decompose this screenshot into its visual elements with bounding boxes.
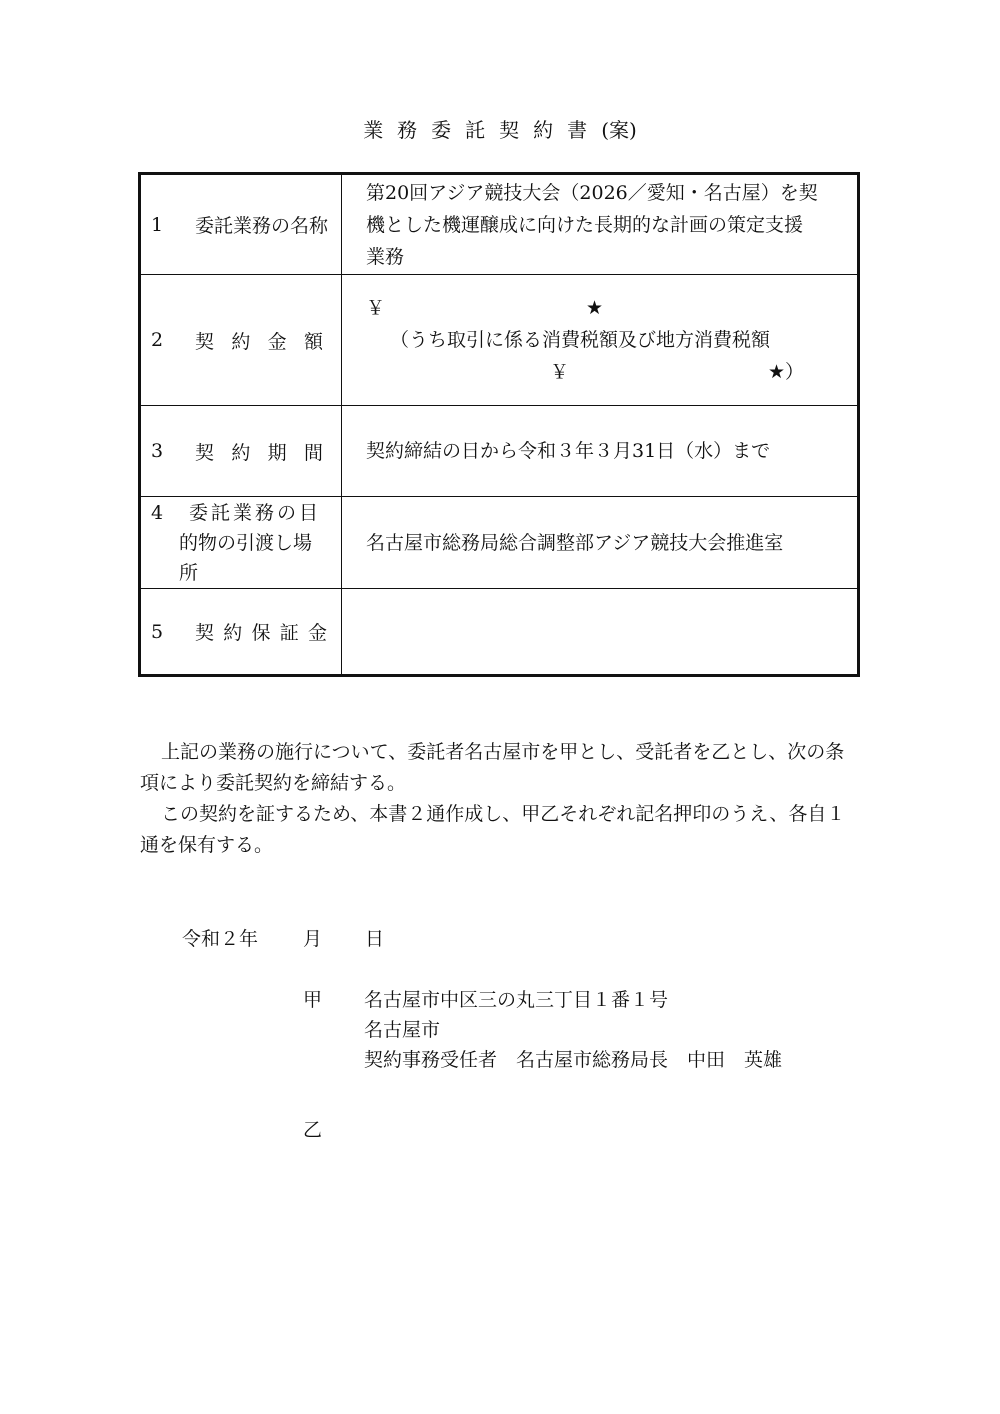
row-number: 2 bbox=[151, 329, 164, 351]
value-line: 業務 bbox=[366, 245, 405, 268]
paragraph: 上記の業務の施行について、委託者名古屋市を甲とし、受託者を乙とし、次の条項により委託契約を締結する。 bbox=[140, 741, 845, 794]
date-year: 令和２年 bbox=[182, 928, 259, 950]
paragraph: この契約を証するため、本書２通作成し、甲乙それぞれ記名押印のうえ、各自１通を保有する。 bbox=[140, 803, 846, 856]
row-value bbox=[342, 275, 859, 406]
row-label bbox=[140, 275, 342, 406]
value-line: 機とした機運醸成に向けた長期的な計画の策定支援 bbox=[366, 213, 804, 236]
table-row bbox=[140, 406, 859, 497]
label-char: 約 bbox=[223, 622, 243, 644]
star-mark: ★ bbox=[586, 297, 604, 319]
label-char: 間 bbox=[303, 441, 323, 464]
row-number: 1 bbox=[151, 213, 164, 236]
label-char: 保 bbox=[251, 622, 271, 644]
label-char: 額 bbox=[303, 330, 323, 353]
label-line: 所 bbox=[179, 561, 199, 584]
tax-yen-sign: ￥ bbox=[550, 361, 570, 383]
label-char: 約 bbox=[231, 441, 251, 464]
row-label bbox=[140, 406, 342, 497]
label-char: 契 bbox=[195, 330, 215, 353]
label-char: 期 bbox=[267, 441, 287, 464]
value-line: 第20回アジア競技大会（2026／愛知・名古屋）を契 bbox=[366, 181, 818, 204]
label-char: 金 bbox=[307, 622, 327, 644]
label-char: 証 bbox=[279, 622, 299, 644]
title-text: 業務委託契約書 bbox=[363, 118, 602, 142]
party-a-mark: 甲 bbox=[303, 989, 323, 1011]
contract-table bbox=[138, 172, 860, 677]
label-char: 契 bbox=[195, 441, 215, 464]
row-number: 4 bbox=[151, 501, 164, 524]
row-label bbox=[140, 497, 342, 589]
label-line: 的物の引渡し場 bbox=[179, 531, 313, 554]
label-line: 委託業務の目 bbox=[189, 501, 322, 524]
date-day: 日 bbox=[365, 928, 385, 950]
tax-note: （うち取引に係る消費税額及び地方消費税額 bbox=[390, 329, 771, 351]
row-label-text: 委託業務の名称 bbox=[195, 215, 329, 237]
row-number: 5 bbox=[151, 620, 164, 643]
row-label bbox=[140, 589, 342, 676]
tax-star-close: ★） bbox=[768, 361, 805, 383]
table-row bbox=[140, 497, 859, 589]
party-a-representative: 契約事務受任者 名古屋市総務局長 中田 英雄 bbox=[364, 1049, 783, 1071]
row-value: 名古屋市総務局総合調整部アジア競技大会推進室 bbox=[342, 497, 859, 589]
row-number: 3 bbox=[151, 440, 164, 462]
table-row bbox=[140, 174, 859, 275]
title-suffix: (案) bbox=[601, 118, 637, 142]
row-value bbox=[342, 174, 859, 275]
document-title bbox=[0, 114, 1000, 143]
party-b-mark: 乙 bbox=[303, 1119, 323, 1141]
party-a-name: 名古屋市 bbox=[364, 1019, 441, 1041]
yen-sign: ￥ bbox=[366, 297, 386, 319]
row-label bbox=[140, 174, 342, 275]
date-month: 月 bbox=[303, 928, 323, 950]
row-value: 契約締結の日から令和３年３月31日（水）まで bbox=[342, 406, 859, 497]
party-a-address: 名古屋市中区三の丸三丁目１番１号 bbox=[364, 989, 669, 1011]
row-value bbox=[342, 589, 859, 676]
table-row bbox=[140, 589, 859, 676]
label-char: 契 bbox=[195, 622, 215, 644]
body-text bbox=[140, 737, 860, 861]
label-char: 約 bbox=[231, 330, 251, 353]
label-char: 金 bbox=[267, 330, 287, 353]
table-row bbox=[140, 275, 859, 406]
